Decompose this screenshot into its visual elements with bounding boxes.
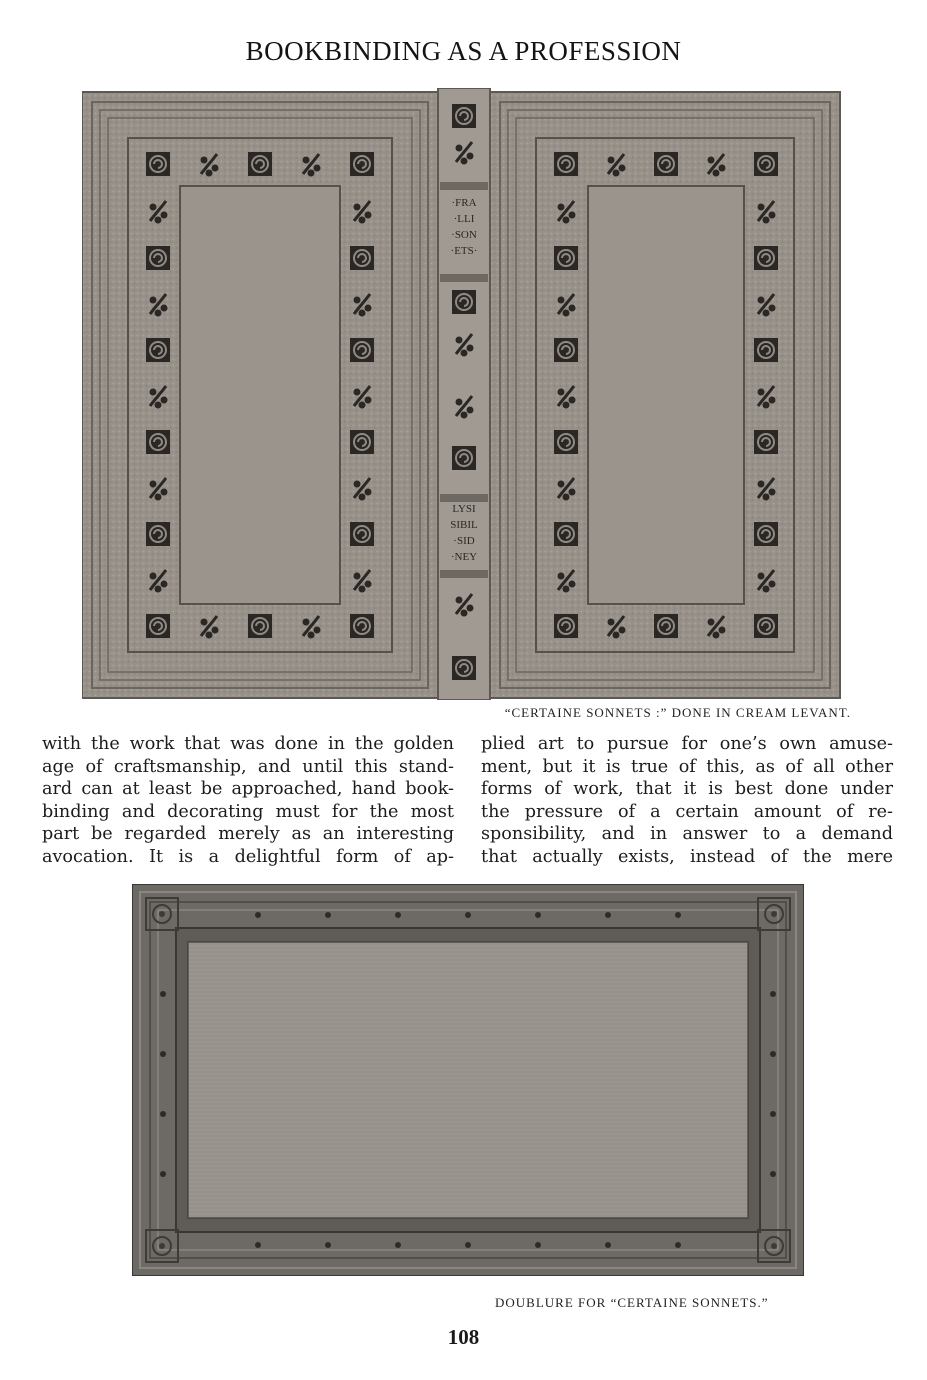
- text-line: forms of work, that it is best done under: [481, 779, 893, 800]
- book-spine: [438, 88, 490, 700]
- spine-label-8: ·NEY: [450, 551, 478, 563]
- left-column: [42, 733, 454, 869]
- spine-label-3: ·SON: [451, 229, 477, 241]
- text-line: ard can at least be approached, hand book-: [42, 779, 454, 800]
- binding-photo-plate: [82, 88, 842, 700]
- spine-label-1: ·FRA: [451, 197, 477, 209]
- spine-label-5: LYSI: [452, 503, 476, 515]
- spine-label-4: ·ETS·: [450, 245, 478, 257]
- text-line: ment, but it is true of this, as of all other: [481, 756, 893, 777]
- text-line: that actually exists, instead of the mere: [481, 846, 893, 867]
- right-column: [481, 733, 893, 869]
- text-line: avocation. It is a delightful form of ap-: [42, 846, 454, 867]
- text-line: with the work that was done in the golden: [42, 734, 454, 754]
- page-number: 108: [447, 1325, 480, 1349]
- page-title: BOOKBINDING AS A PROFESSION: [245, 36, 682, 66]
- spine-label-2: ·LLI: [453, 213, 475, 225]
- text-line: plied art to pursue for one’s own amuse-: [481, 734, 893, 754]
- text-line: sponsibility, and in answer to a demand: [481, 824, 893, 845]
- top-figure-caption: “CERTAINE SONNETS :” DONE IN CREAM LEVANT.: [504, 705, 851, 720]
- text-line: binding and decorating must for the most: [42, 801, 454, 822]
- spine-label-6: SIBIL: [450, 519, 478, 531]
- doublure-photo-plate: [132, 884, 804, 1276]
- back-cover: [490, 92, 840, 698]
- front-cover: [82, 92, 438, 698]
- bottom-figure-caption: DOUBLURE FOR “CERTAINE SONNETS.”: [495, 1295, 769, 1310]
- text-line: age of craftsmanship, and until this stand-: [42, 756, 454, 777]
- text-line: the pressure of a certain amount of re-: [481, 801, 893, 822]
- text-line: part be regarded merely as an interesting: [42, 824, 454, 845]
- spine-label-7: ·SID: [453, 535, 475, 547]
